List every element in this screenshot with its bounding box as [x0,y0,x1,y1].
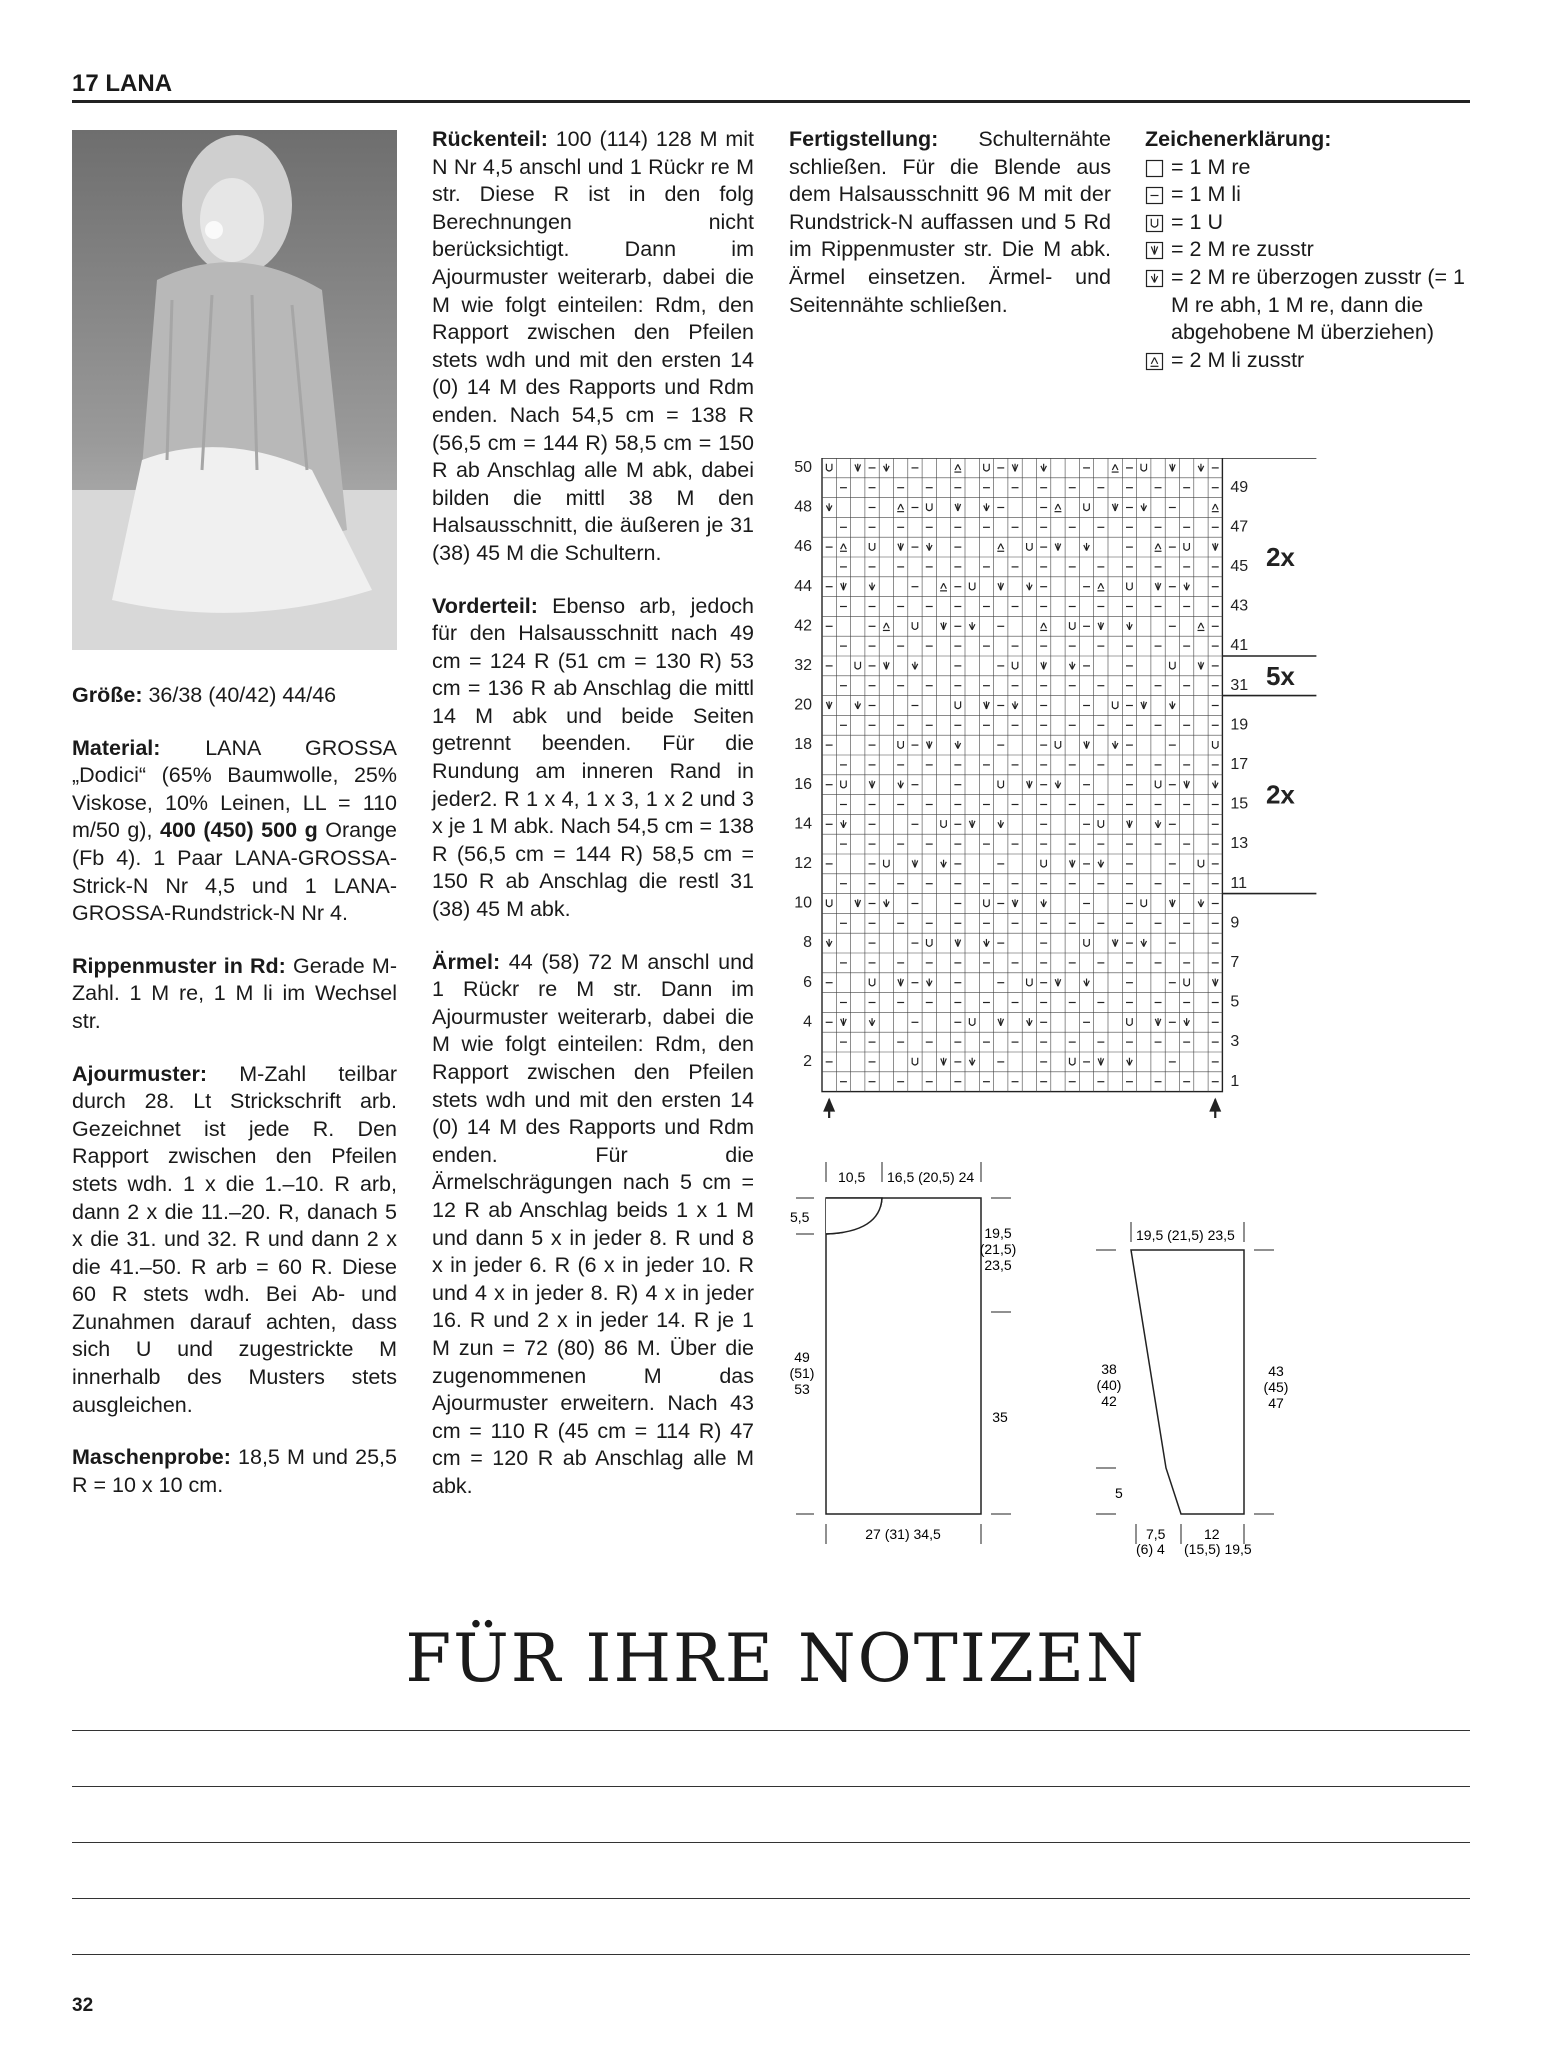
chart-left-label: 18 [794,736,812,754]
legend-item [1145,154,1475,182]
chart-left-label: 2 [803,1053,812,1070]
size-label: Größe: [72,683,143,707]
material-amount: 400 (450) 500 g [160,818,318,843]
dim-total-3: 53 [794,1381,810,1397]
model-photo [72,130,397,650]
dim-sleeve-left-2: (40) [1096,1377,1122,1393]
dim-armhole-1: 19,5 [984,1225,1012,1241]
front-text: Ebenso arb, jedoch für den Halsausschnitt nach 49 cm = 124 R (51 cm = 130 R) 53 cm = 136 R ab Anschlag die mittl 14 M abk und beide Seiten getrennt beenden. Für die Rundung am inneren Rand in jeder2. R 1 x 4, 1 x 3, 1 x 2 und 3 x je 1 M abk. Nach 54,5 cm = 138 R (56,5 cm = 144 R) 58,5 cm = 150 R ab Anschlag die restl 31 (38) 45 M abk. [432,593,754,922]
back-paragraph [432,126,754,568]
chart-right-label: 49 [1230,478,1249,496]
rib-text: Gerade M-Zahl. 1 M re, 1 M li im Wechsel str. [72,953,397,1033]
front-paragraph [432,593,754,924]
dim-neck-width: 10,5 [838,1169,866,1185]
back-label: Rückenteil: [432,127,548,151]
dim-sleeve-left-1: 38 [1101,1361,1117,1377]
legend-item [1145,236,1475,264]
sleeve-paragraph [432,949,754,1501]
symbol-legend [1145,126,1475,374]
repeat-label: 2x [1265,779,1295,810]
dim-neck-depth: 5,5 [790,1209,810,1225]
back-text: 100 (114) 128 M mit N Nr 4,5 anschl und 1 Rückr re M str. Diese R ist in den folg Berechnungen nicht berücksichtigt. Dann im Ajourmuster weiterarb, dabei die M wie folgt einteilen: Rdm, den Rapport zwischen den Pfeilen stets wdh und mit den ersten 14 (0) 14 M des Rapports und Rdm enden. Nach 54,5 cm = 138 R (56,5 cm = 144 R) 58,5 cm = 150 R ab Anschlag alle M abk, dabei bilden die mittl 38 M den Halsausschnitt, die äußeren je 31 (38) 45 M die Schultern. [432,127,754,565]
chart-right-label: 13 [1230,835,1249,853]
finishing-text: Schulternähte schließen. Für die Blende aus dem Halsausschnitt 96 M mit der Rundstrick-N auffassen und 5 Rd im Rippenmuster str. Die M abk. Ärmel einsetzen. Ärmel- und Seitennähte schließen. [789,127,1111,317]
material-text: LANA GROSSA „Dodici“ (65% Baumwolle, 25% Viskose, 10% Leinen, LL = 110 m/50 g), [72,735,397,843]
chart-left-label: 50 [794,459,812,476]
sleeve-schematic [1096,1222,1288,1557]
chart-left-label: 44 [794,577,812,595]
legend-text: = 2 M re überzogen zusstr (= 1 M re abh, 1 M re, dann die abgehobene M überziehen) [1171,264,1465,345]
legend-symbol-icon [1145,186,1165,206]
gauge-text: 18,5 M und 25,5 R = 10 x 10 cm. [72,1445,397,1497]
chart-left-label: 4 [803,1013,812,1031]
chart-grid [822,458,1222,1092]
chart-left-label: 10 [794,894,812,912]
note-line [72,1786,1470,1787]
legend-symbol-icon [1145,214,1165,234]
dim-total-1: 49 [794,1349,810,1365]
chart-right-label: 47 [1230,518,1249,536]
dim-sleeve-top: 19,5 (21,5) 23,5 [1136,1227,1235,1243]
header-title: 17 LANA [72,70,173,97]
chart-right-label: 19 [1230,716,1249,734]
lace-paragraph [72,1061,397,1420]
dim-sleeve-cuff: 5 [1115,1485,1123,1501]
dim-sleeve-right-2: (45) [1263,1379,1289,1395]
chart-left-label: 48 [794,498,812,516]
dim-total-2: (51) [789,1365,815,1381]
legend-text: = 1 M li [1171,182,1241,207]
column-pieces [432,126,754,1526]
legend-text: = 1 U [1171,209,1223,234]
chart-left-label: 16 [794,775,812,793]
note-line [72,1954,1470,1955]
legend-text: = 2 M li zusstr [1171,347,1305,372]
legend-item [1145,264,1475,347]
legend-symbol-icon [1145,269,1165,289]
legend-item [1145,209,1475,237]
legend-item [1145,347,1475,375]
dim-sleeve-bottom-1: 7,5 [1146,1526,1166,1542]
material-text-2: Orange (Fb 4). 1 Paar LANA-GROSSA-Strick-N Nr 4,5 und 1 LANA-GROSSA-Rundstrick-N Nr 4. [72,818,397,926]
dim-sleeve-right-3: 47 [1268,1395,1284,1411]
dim-sleeve-right-1: 43 [1268,1363,1284,1379]
chart-right-label: 43 [1230,597,1249,615]
material-label: Material: [72,735,161,760]
chart-right-label: 3 [1230,1033,1240,1051]
dim-armhole-2: (21,5) [979,1241,1017,1257]
repeat-label: 5x [1265,660,1295,691]
chart-right-label: 5 [1230,993,1240,1011]
front-label: Vorderteil: [432,593,538,618]
dim-side: 35 [992,1409,1008,1425]
chart-right-label: 17 [1230,756,1249,773]
legend-symbol-icon [1145,241,1165,261]
dim-sleeve-bottom-1b: (6) 4 [1136,1541,1165,1557]
chart-right-label: 15 [1230,795,1249,813]
chart-left-label: 20 [794,696,812,714]
chart-left-label: 32 [794,657,812,674]
column-materials [72,682,397,1524]
legend-symbol-icon [1145,352,1165,372]
rib-paragraph [72,953,397,1036]
note-line [72,1730,1470,1731]
gauge-label: Maschenprobe: [72,1445,231,1470]
dim-sleeve-left-3: 42 [1101,1393,1117,1409]
chart-left-label: 42 [794,617,812,635]
chart-left-label: 14 [794,815,812,833]
sleeve-label: Ärmel: [432,949,501,974]
sleeve-text: 44 (58) 72 M anschl und 1 Rückr re M str. Dann im Ajourmuster weiterarb, dabei die M wie folgt einteilen: Rdm, den Rapport zwischen den Pfeilen stets wdh und mit den ersten 14 (0) 14 M des Rapports und Rdm enden. Für die Ärmelschrägungen nach 5 cm = 12 R ab Anschlag beids 1 x 1 M und dann 5 x in jeder 8. R und 8 x in jeder 6. R (6 x in jeder 10. R und 4 x in jeder 8. R) 4 x in jeder 16. R und 2 x in jeder 14. R je 1 M zun = 72 (80) 86 M. Über die zugenommenen M das Ajourmuster erweitern. Nach 43 cm = 110 R (45 cm = 114 R) 47 cm = 120 R ab Anschlag alle M abk. [432,949,754,1498]
chart-right-label: 45 [1230,558,1249,575]
material-paragraph [72,735,397,928]
chart-left-label: 12 [794,855,812,872]
note-line [72,1898,1470,1899]
column-finishing [789,126,1111,344]
knitting-chart [786,458,1406,1123]
chart-right-label: 7 [1230,954,1240,971]
finishing-paragraph [789,126,1111,319]
repeat-label: 2x [1265,542,1295,572]
legend-item [1145,181,1475,209]
chart-left-label: 6 [803,973,812,991]
lace-text: M-Zahl teilbar durch 28. Lt Strickschrift arb. Gezeichnet ist jede R. Den Rapport zwischen den Pfeilen stets wdh. 1 x die 1.–10. R arb, dann 2 x die 11.–20. R, danach 5 x die 31. und 32. R und dann 2 x die 41.–50. R arb = 60 R. Diese 60 R stets wdh. Bei Ab- und Zunahmen darauf achten, dass sich U und zugestrickte M innerhalb des Musters stets ausgleichen. [72,1061,397,1417]
size-text: 36/38 (40/42) 44/46 [142,683,337,707]
finishing-label: Fertigstellung: [789,127,939,151]
chart-right-label: 9 [1230,914,1240,932]
body-schematic [790,1162,1017,1544]
legend-symbol-icon [1145,159,1165,179]
repeat-arrow-icon [823,1098,835,1118]
dim-shoulder-width: 16,5 (20,5) 24 [887,1169,975,1185]
chart-right-label: 11 [1230,874,1248,892]
chart-right-label: 1 [1230,1072,1240,1090]
legend-title: Zeichenerklärung: [1145,127,1332,151]
dim-sleeve-bottom-2: 12 [1204,1526,1220,1542]
legend-items [1145,154,1475,375]
page-header [72,70,1470,103]
dim-sleeve-bottom-2b: (15,5) 19,5 [1184,1541,1252,1557]
lace-label: Ajourmuster: [72,1061,207,1086]
dim-armhole-3: 23,5 [984,1257,1012,1273]
dim-body-width: 27 (31) 34,5 [865,1526,941,1542]
chart-left-label: 46 [794,538,812,556]
chart-right-label: 31 [1230,676,1249,694]
legend-text: = 2 M re zusstr [1171,237,1314,262]
legend-text: = 1 M re [1171,154,1251,179]
chart-left-label: 8 [803,934,812,952]
gauge-paragraph [72,1444,397,1499]
page-number: 32 [72,1995,94,2016]
chart-right-label: 41 [1230,637,1249,655]
size-paragraph [72,682,397,710]
rib-label: Rippenmuster in Rd: [72,953,286,978]
schematic-drawings [786,1162,1306,1587]
repeat-arrow-icon [1209,1098,1221,1118]
notes-title: FÜR IHRE NOTIZEN [405,1620,1146,1697]
note-line [72,1842,1470,1843]
